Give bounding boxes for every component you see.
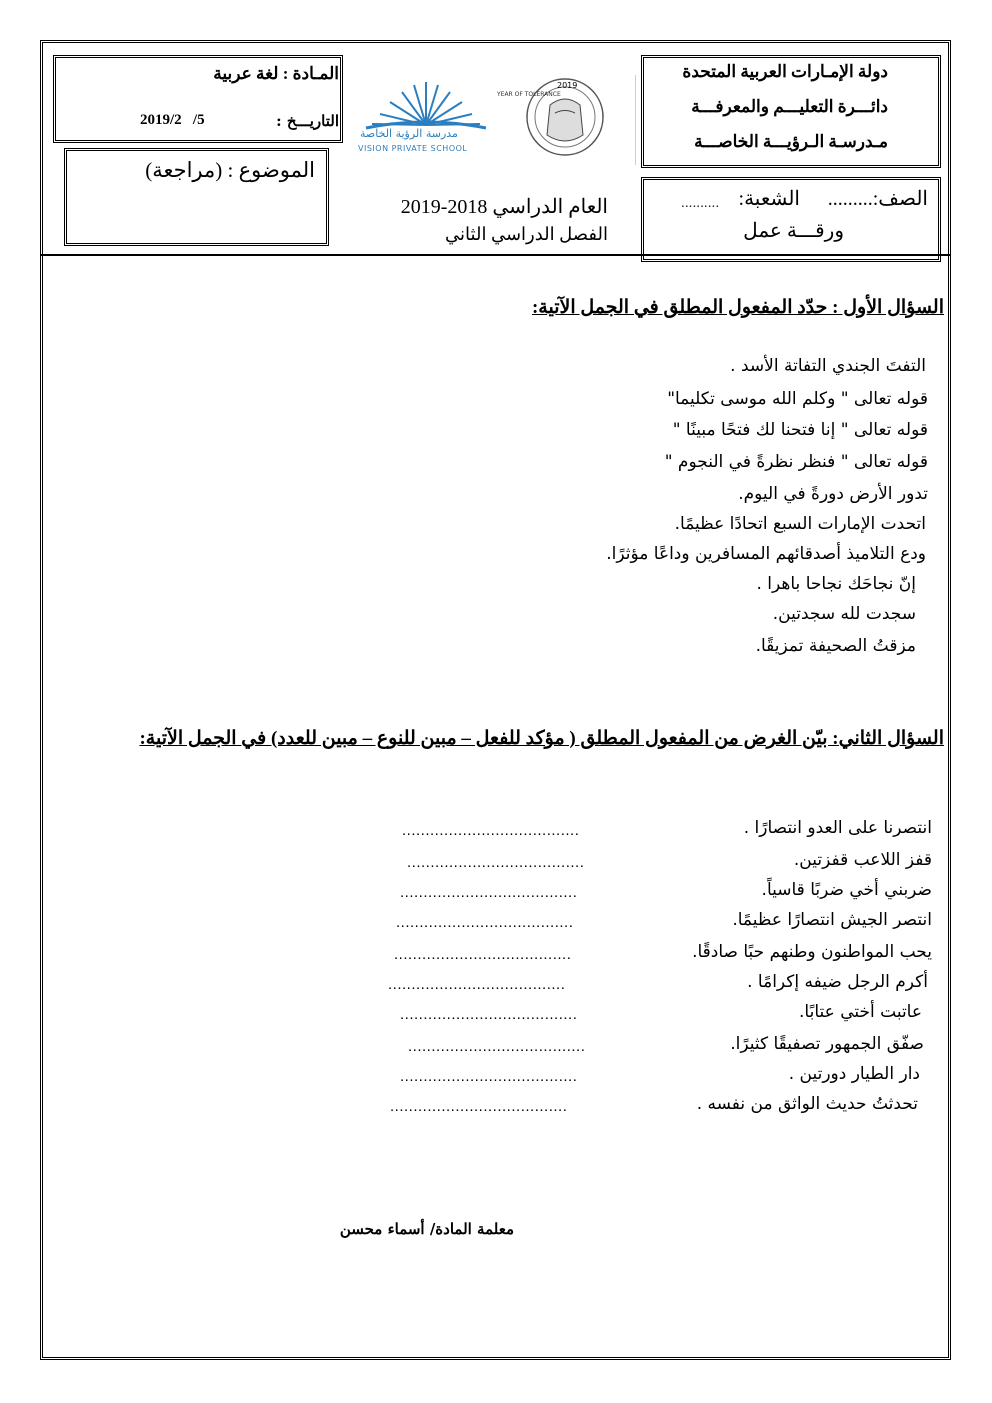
q1-sentence: اتحدت الإمارات السبع اتحادًا عظيمًا. — [674, 514, 926, 534]
date-label: التاريـــخ : — [276, 112, 339, 130]
date-value — [140, 112, 205, 129]
answer-blank[interactable]: ...................................... — [402, 822, 580, 839]
q1-sentence: التفتَ الجندي التفاتة الأسد . — [730, 356, 926, 376]
q1-sentence: قوله تعالى " فنظر نظرةً في النجوم " — [664, 452, 928, 472]
answer-blank[interactable]: ...................................... — [388, 976, 566, 993]
section-label: الشعبة: — [738, 188, 800, 210]
q1-sentence: تدور الأرض دورةً في اليوم. — [738, 484, 928, 504]
date-day: /5 — [192, 112, 205, 128]
q2-sentence: قفز اللاعب قفزتين. — [793, 850, 932, 870]
worksheet-label: ورقـــة عمل — [743, 220, 844, 242]
class-label: الصف:......... — [827, 188, 928, 210]
school-name: مـدرسـة الـرؤيـــة الخاصـــة — [694, 132, 888, 151]
vision-school-logo — [356, 70, 496, 160]
year-of-tolerance-logo — [495, 75, 636, 165]
answer-blank[interactable]: ...................................... — [408, 1038, 586, 1055]
answer-blank[interactable]: ...................................... — [400, 1068, 578, 1085]
answer-blank[interactable]: ...................................... — [400, 884, 578, 901]
department-name: دائـــرة التعليـــم والمعرفـــة — [691, 97, 888, 116]
q2-sentence: أكرم الرجل ضيفه إكرامًا . — [747, 972, 928, 992]
q1-sentence: إنّ نجاحَك نجاحا باهرا . — [756, 574, 916, 594]
teacher-name: معلمة المادة/ أسماء محسن — [339, 1220, 514, 1238]
logo-tolerance-en: YEAR OF TOLERANCE — [497, 91, 561, 98]
q1-sentence: مزقتُ الصحيفة تمزيقًا. — [755, 636, 916, 656]
q1-sentence: قوله تعالى " إنا فتحنا لك فتحًا مبينًا " — [672, 420, 928, 440]
country-name: دولة الإمـارات العربية المتحدة — [682, 62, 888, 81]
q1-sentence: ودع التلاميذ أصدقائهم المسافرين وداعًا مؤثرًا. — [606, 544, 926, 564]
q2-sentence: تحدثتُ حديث الواثق من نفسه . — [696, 1094, 918, 1114]
subject-label: المـادة : لغة عربية — [213, 64, 339, 83]
topic-label: الموضوع : (مراجعة) — [145, 158, 315, 182]
date-year: 2019/2 — [140, 112, 182, 128]
q2-sentence: انتصرنا على العدو انتصارًا . — [743, 818, 932, 838]
q1-sentence: سجدت لله سجدتين. — [772, 604, 916, 624]
semester: الفصل الدراسي الثاني — [445, 224, 608, 244]
q2-title: السؤال الثاني: بيّن الغرض من المفعول المطلق ( مؤكد للفعل – مبين للنوع – مبين للعدد) في الجمل الآتية: — [139, 728, 944, 749]
q1-sentence: قوله تعالى " وكلم الله موسى تكليما" — [667, 389, 928, 409]
q2-sentence: يحب المواطنون وطنهم حبًا صادقًا. — [692, 942, 932, 962]
q2-sentence: عاتبت أختي عتابًا. — [799, 1002, 922, 1022]
q1-title: السؤال الأول : حدّد المفعول المطلق في الجمل الآتية: — [531, 297, 944, 318]
q2-sentence: ضربني أخي ضربًا قاسياً. — [761, 880, 932, 900]
logo-school-english: VISION PRIVATE SCHOOL — [358, 144, 468, 153]
q2-sentence: انتصر الجيش انتصارًا عظيمًا. — [732, 910, 932, 930]
answer-blank[interactable]: ...................................... — [396, 914, 574, 931]
q2-sentence: صفّق الجمهور تصفيقًا كثيرًا. — [730, 1034, 924, 1054]
logo-school-arabic: مدرسة الرؤية الخاصة — [360, 127, 458, 140]
section-dots: .......... — [681, 196, 720, 210]
academic-year: العام الدراسي 2018-2019 — [400, 196, 608, 218]
answer-blank[interactable]: ...................................... — [400, 1006, 578, 1023]
logo-year: 2019 — [557, 81, 578, 90]
answer-blank[interactable]: ...................................... — [390, 1098, 568, 1115]
q2-sentence: دار الطيار دورتين . — [788, 1064, 920, 1084]
answer-blank[interactable]: ...................................... — [394, 946, 572, 963]
answer-blank[interactable]: ...................................... — [407, 854, 585, 871]
